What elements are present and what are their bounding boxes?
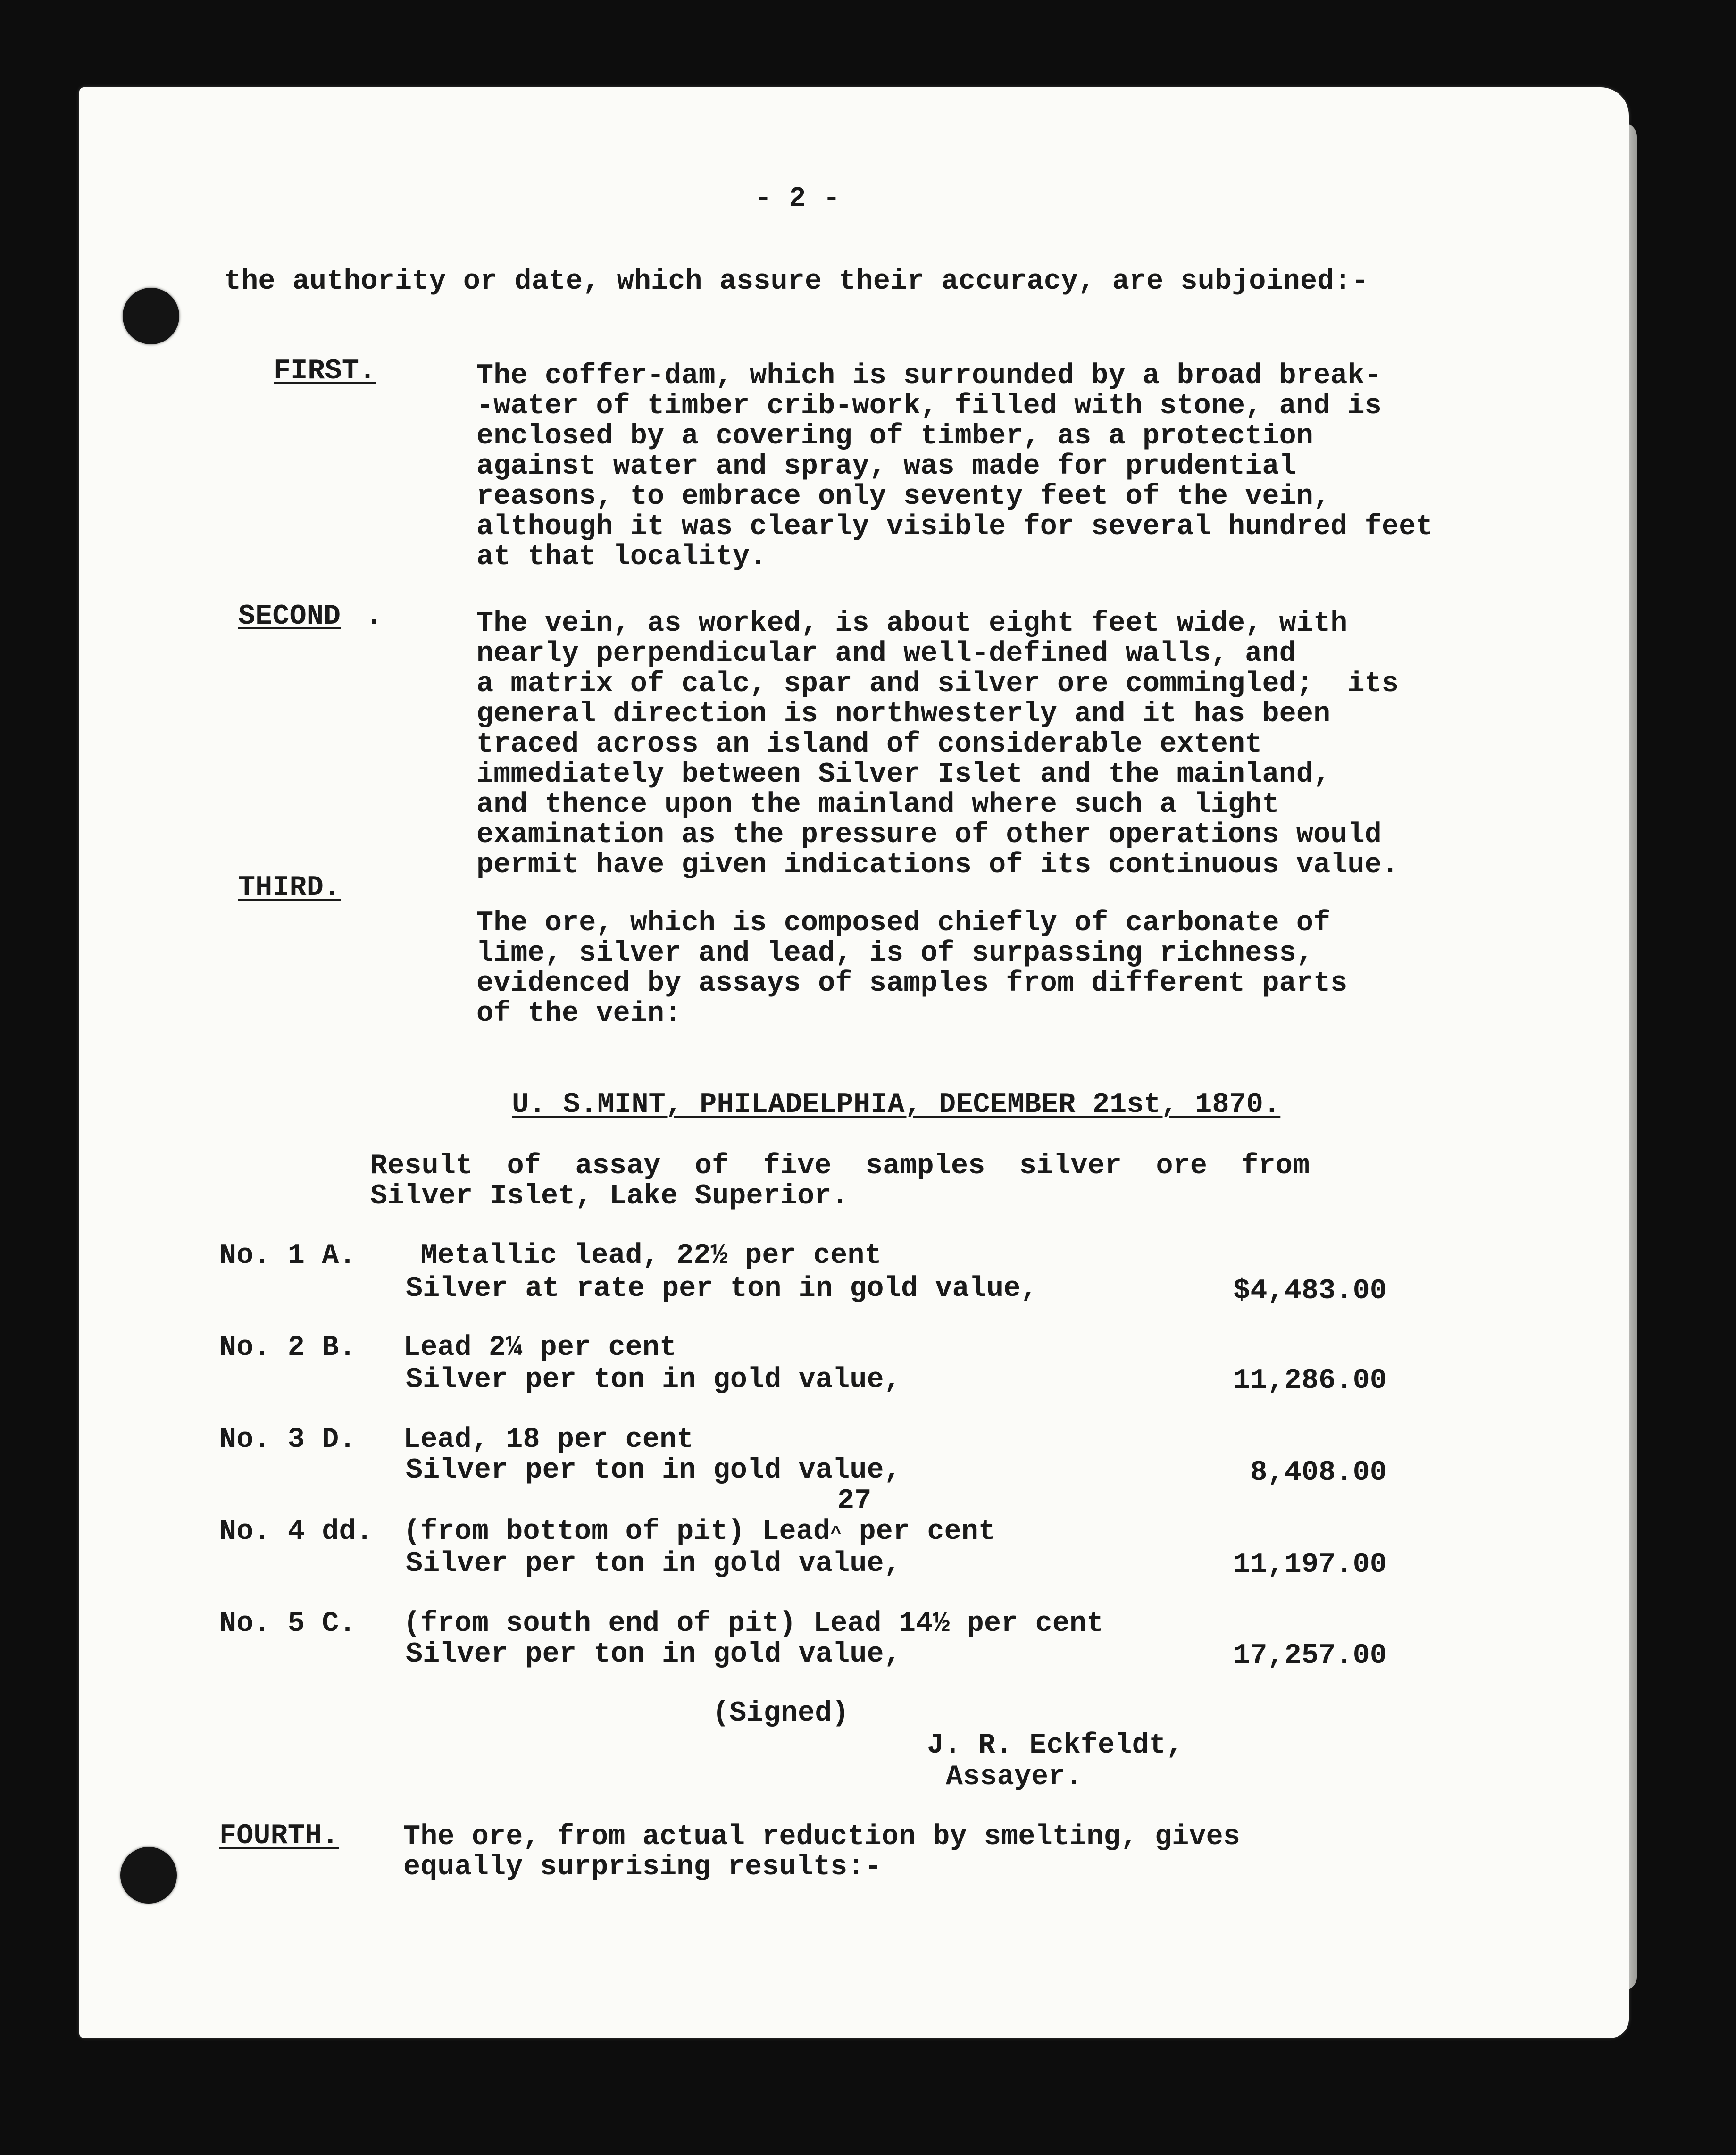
second-line: general direction is northwesterly and it has been [476, 698, 1331, 730]
sample-silver: Silver per ton in gold value, [406, 1638, 901, 1671]
sample-id: No. 5 C. [219, 1608, 356, 1640]
sample-lead: (from south end of pit) Lead 14½ per cent [403, 1608, 1104, 1640]
fourth-line: The ore, from actual reduction by smelting, gives [403, 1821, 1241, 1853]
sample-amount: 11,197.00 [1233, 1549, 1387, 1581]
sample-amount: 17,257.00 [1233, 1640, 1387, 1672]
first-line: The coffer-dam, which is surrounded by a broad break- [476, 360, 1382, 392]
sample-lead-part-a: (from bottom of pit) Lead [403, 1516, 831, 1548]
insert-caret: ^ [830, 1524, 842, 1545]
sample-silver: Silver per ton in gold value, [406, 1548, 901, 1580]
third-line: of the vein: [476, 998, 682, 1030]
sample-id: No. 3 D. [219, 1424, 356, 1456]
second-line: examination as the pressure of other operations would [476, 819, 1382, 851]
sample-silver: Silver at rate per ton in gold value, [406, 1273, 1038, 1305]
second-line: immediately between Silver Islet and the mainland, [476, 759, 1331, 791]
page-number: - 2 - [755, 183, 841, 215]
first-line: at that locality. [476, 541, 767, 573]
first-line: enclosed by a covering of timber, as a protection [476, 420, 1314, 452]
fourth-line: equally surprising results:- [403, 1851, 882, 1883]
first-line: although it was clearly visible for several hundred feet [476, 511, 1433, 543]
section-label-first: FIRST. [274, 355, 376, 387]
sample-id: No. 1 A. [219, 1240, 356, 1272]
third-line: evidenced by assays of samples from different parts [476, 968, 1348, 1000]
signer-name: J. R. Eckfeldt, [927, 1729, 1184, 1762]
sample-amount: 8,408.00 [1250, 1457, 1387, 1489]
section-label-fourth: FOURTH. [219, 1820, 339, 1852]
third-line: lime, silver and lead, is of surpassing richness, [476, 937, 1314, 969]
sample-lead: Lead 2¼ per cent [403, 1332, 677, 1364]
section-label-second-period: . [366, 601, 383, 633]
first-line: -water of timber crib-work, filled with stone, and is [476, 390, 1382, 422]
result-line: Result of assay of five samples silver ore from [370, 1150, 1310, 1182]
sample-silver: Silver per ton in gold value, [406, 1454, 901, 1487]
sample-amount: $4,483.00 [1233, 1275, 1387, 1307]
sample-id: No. 2 B. [219, 1332, 356, 1364]
sample-id: No. 4 dd. [219, 1516, 373, 1548]
second-line: nearly perpendicular and well-defined walls, and [476, 638, 1296, 670]
result-line: Silver Islet, Lake Superior. [370, 1180, 849, 1212]
sample-lead: Metallic lead, 22½ per cent [403, 1240, 882, 1272]
second-line: The vein, as worked, is about eight feet wide, with [476, 608, 1348, 640]
sample-amount: 11,286.00 [1233, 1365, 1387, 1397]
third-line: The ore, which is composed chiefly of carbonate of [476, 907, 1331, 939]
second-line: and thence upon the mainland where such a light [476, 789, 1279, 821]
section-label-second: SECOND [238, 601, 341, 633]
first-line: against water and spray, was made for prudential [476, 451, 1296, 483]
punch-hole-top [123, 288, 179, 344]
signer-title: Assayer. [946, 1761, 1083, 1793]
intro-line: the authority or date, which assure their accuracy, are subjoined:- [224, 266, 1369, 298]
signed-note: (Signed) [712, 1697, 849, 1729]
punch-hole-bottom [120, 1847, 177, 1904]
first-line: reasons, to embrace only seventy feet of the vein, [476, 481, 1331, 513]
sample-lead-part-b: per cent [842, 1516, 996, 1548]
section-label-third: THIRD. [238, 872, 341, 904]
handwritten-insert: 27 [837, 1485, 872, 1517]
second-line: permit have given indications of its continuous value. [476, 849, 1399, 881]
second-line: traced across an island of considerable extent [476, 728, 1262, 760]
sample-lead: Lead, 18 per cent [403, 1424, 694, 1456]
sample-lead [403, 1517, 995, 1550]
second-line: a matrix of calc, spar and silver ore commingled; its [476, 668, 1399, 700]
assay-heading: U. S.MINT, PHILADELPHIA, DECEMBER 21st, 1870. [512, 1089, 1281, 1121]
sample-silver: Silver per ton in gold value, [406, 1364, 901, 1396]
